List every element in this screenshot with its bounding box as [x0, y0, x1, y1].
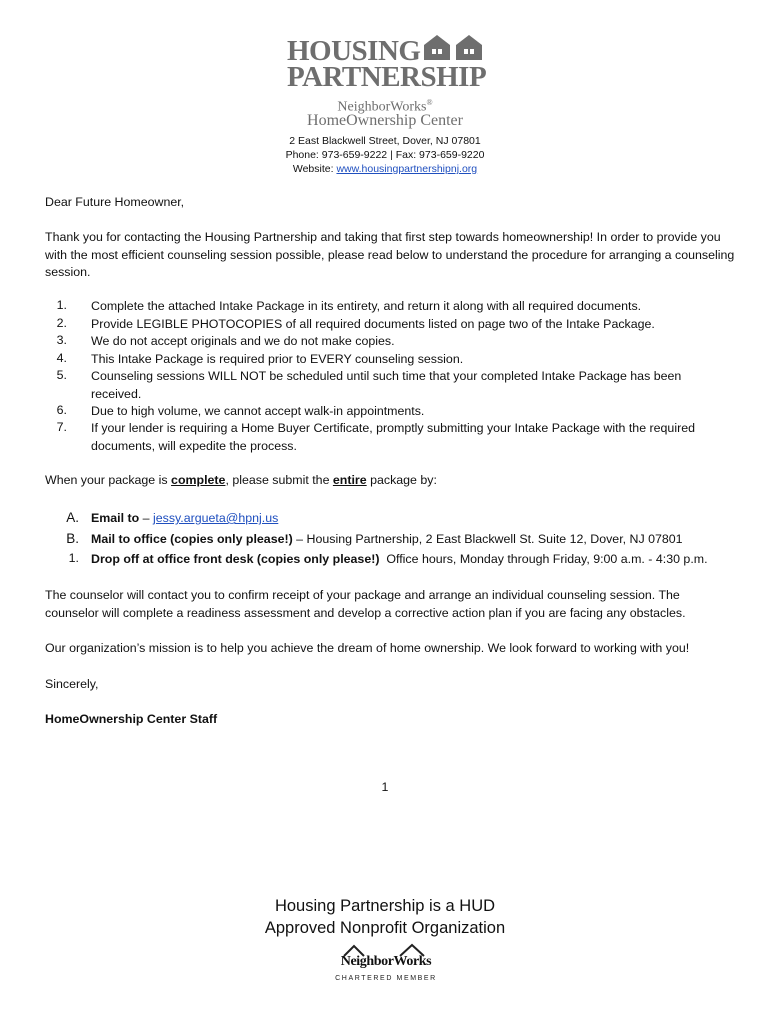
submit-middle: , please submit the	[225, 473, 333, 487]
method-letter: B.	[66, 531, 79, 546]
submit-emphasis-entire: entire	[332, 473, 367, 487]
closing: Sincerely,	[45, 677, 99, 691]
signature: HomeOwnership Center Staff	[45, 712, 218, 726]
phone-fax: Phone: 973-659-9222 | Fax: 973-659-9220	[285, 149, 485, 161]
method-title: Email to	[91, 511, 140, 525]
intro-paragraph: Thank you for contacting the Housing Partnership and taking that first step towards homeownership! In order to provide you with the most efficient counseling session possible, please read below to understand the procedure for arranging a counseling session.	[45, 230, 735, 279]
step-number: 2.	[56, 316, 67, 330]
website-line	[0, 162, 770, 176]
step-number: 6.	[56, 403, 67, 417]
step-number: 4.	[56, 351, 67, 365]
method-letter: A.	[66, 510, 79, 525]
neighborworks-text: NeighborWorks	[337, 99, 427, 115]
method-sep: –	[292, 532, 307, 546]
method-title: Mail to office (copies only please!)	[91, 532, 293, 546]
step-text: This Intake Package is required prior to EVERY counseling session.	[91, 352, 464, 366]
step-number: 1.	[56, 298, 67, 312]
email-link[interactable]: jessy.argueta@hpnj.us	[152, 511, 279, 525]
neighborworks-chartered-logo	[330, 943, 442, 989]
center-name: HomeOwnership Center	[307, 112, 463, 129]
step-number: 5.	[56, 368, 67, 382]
step-text: Counseling sessions WILL NOT be scheduled until such time that your completed Intake Package has been received.	[91, 369, 682, 401]
step-text: Provide LEGIBLE PHOTOCOPIES of all required documents listed on page two of the Intake Package.	[91, 317, 655, 331]
method-title: Drop off at office front desk (copies only please!)	[91, 552, 380, 566]
method-email	[91, 510, 741, 528]
step-number: 7.	[56, 420, 67, 434]
step-text: Due to high volume, we cannot accept walk-in appointments.	[91, 404, 425, 418]
logo-partnership: PARTNERSHIP	[287, 61, 487, 93]
address: 2 East Blackwell Street, Dover, NJ 07801	[289, 135, 481, 147]
counselor-paragraph: The counselor will contact you to confirm receipt of your package and arrange an individual counseling session. The counselor will complete a readiness assessment and develop a corrective action plan if you are facing any obstacles.	[45, 588, 686, 620]
website-link[interactable]: www.housingpartnershipnj.org	[336, 163, 478, 175]
registered-mark: ®	[426, 98, 433, 107]
logo-housing: HOUSING	[287, 35, 421, 67]
submit-prefix: When your package is	[45, 473, 172, 487]
chartered-member: CHARTERED MEMBER	[335, 975, 437, 982]
step-text: Complete the attached Intake Package in its entirety, and return it along with all required documents.	[91, 299, 642, 313]
step-number: 3.	[56, 333, 67, 347]
page-number: 1	[381, 780, 389, 794]
submit-instruction	[45, 472, 735, 490]
step-text: We do not accept originals and we do not make copies.	[91, 334, 395, 348]
method-detail: Office hours, Monday through Friday, 9:00 a.m. - 4:30 p.m.	[386, 552, 708, 566]
submit-emphasis-complete: complete	[171, 473, 226, 487]
mission-paragraph: Our organization’s mission is to help you achieve the dream of home ownership. We look forward to working with you!	[45, 641, 690, 655]
website-label: Website:	[292, 163, 337, 175]
step-text: If your lender is requiring a Home Buyer Certificate, promptly submitting your Intake Package with the required documents, will expedite the process.	[91, 421, 695, 453]
greeting: Dear Future Homeowner,	[45, 195, 185, 209]
nw-logo-text: NeighborWorks	[340, 954, 432, 969]
submit-suffix: package by:	[366, 473, 437, 487]
method-mail	[91, 531, 751, 549]
houses-icon	[422, 33, 486, 61]
hud-line-2: Approved Nonprofit Organization	[264, 919, 506, 937]
method-letter: 1.	[68, 551, 79, 565]
method-detail: Housing Partnership, 2 East Blackwell St. Suite 12, Dover, NJ 07801	[306, 532, 683, 546]
hud-line-1: Housing Partnership is a HUD	[274, 897, 496, 915]
method-sep: –	[139, 511, 153, 525]
method-dropoff	[91, 551, 751, 569]
